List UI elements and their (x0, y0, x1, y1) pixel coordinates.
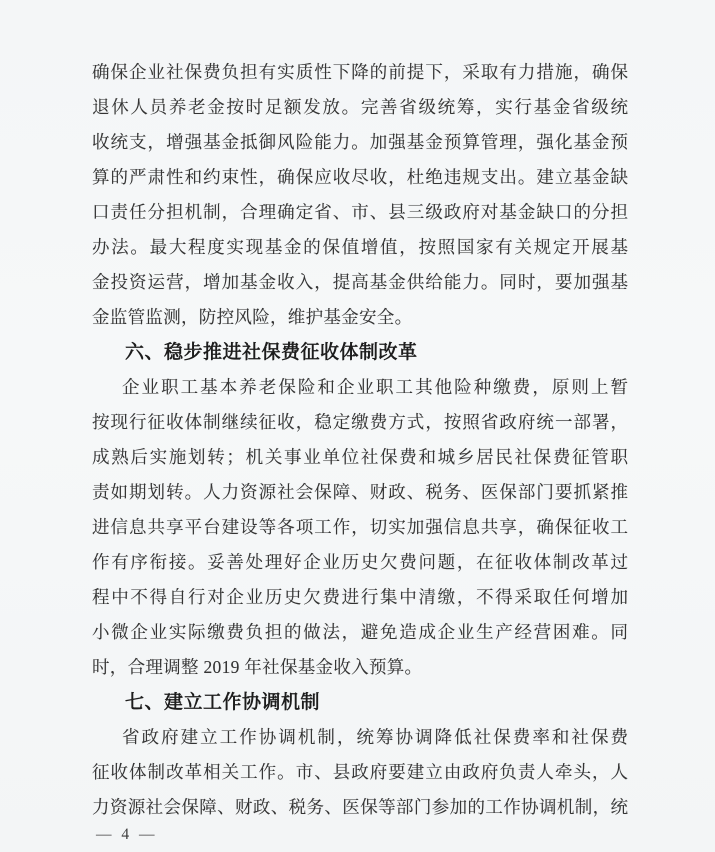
text-line: 进信息共享平台建设等各项工作，切实加强信息共享，确保征收工 (92, 517, 628, 537)
document-body (92, 55, 628, 825)
text-line: 时，合理调整 2019 年社保基金收入预算。 (92, 657, 423, 677)
text-line: 金监管监测，防控风险，维护基金安全。 (92, 307, 413, 327)
text-line: 口责任分担机制，合理确定省、市、县三级政府对基金缺口的分担 (92, 202, 628, 222)
text-line: 企业职工基本养老保险和企业职工其他险种缴费，原则上暂 (122, 377, 628, 397)
text-line: 征收体制改革相关工作。市、县政府要建立由政府负责人牵头，人 (92, 762, 628, 782)
text-line: 收统支，增强基金抵御风险能力。加强基金预算管理，强化基金预 (92, 132, 628, 152)
text-line: 责如期划转。人力资源社会保障、财政、税务、医保部门要抓紧推 (92, 482, 628, 502)
text-line: 按现行征收体制继续征收，稳定缴费方式，按照省政府统一部署， (92, 412, 628, 432)
section-heading-seven: 七、建立工作协调机制 (125, 692, 321, 713)
text-line: 作有序衔接。妥善处理好企业历史欠费问题，在征收体制改革过 (92, 552, 628, 572)
page-number: — 4 — (96, 826, 158, 843)
text-line: 算的严肃性和约束性，确保应收尽收，杜绝违规支出。建立基金缺 (92, 167, 628, 187)
text-line: 办法。最大程度实现基金的保值增值，按照国家有关规定开展基 (92, 237, 628, 257)
text-line: 小微企业实际缴费负担的做法，避免造成企业生产经营困难。同 (92, 622, 628, 642)
text-line: 省政府建立工作协调机制，统筹协调降低社保费率和社保费 (122, 727, 628, 747)
text-line: 金投资运营，增加基金收入，提高基金供给能力。同时，要加强基 (92, 272, 628, 292)
section-heading-six: 六、稳步推进社保费征收体制改革 (125, 342, 418, 363)
text-line: 成熟后实施划转；机关事业单位社保费和城乡居民社保费征管职 (92, 447, 628, 467)
text-line: 力资源社会保障、财政、税务、医保等部门参加的工作协调机制，统 (92, 797, 628, 817)
text-line: 退休人员养老金按时足额发放。完善省级统筹，实行基金省级统 (92, 97, 628, 117)
text-line: 程中不得自行对企业历史欠费进行集中清缴，不得采取任何增加 (92, 587, 628, 607)
text-line: 确保企业社保费负担有实质性下降的前提下，采取有力措施，确保 (92, 62, 628, 82)
